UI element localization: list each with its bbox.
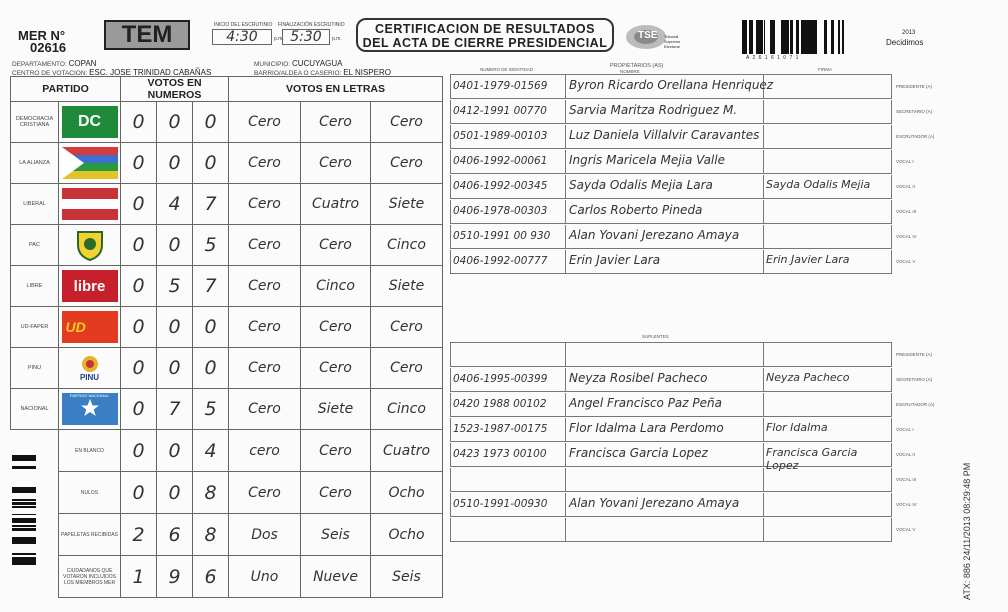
member-row bbox=[450, 125, 892, 149]
end-label: FINALIZACIÓN ESCRUTINIO bbox=[278, 22, 345, 28]
summary-digit: 6 bbox=[193, 556, 229, 598]
summary-digit: 0 bbox=[121, 430, 157, 472]
year: 2013 bbox=[902, 30, 916, 36]
member-id: 0501-1989-00103 bbox=[453, 130, 548, 142]
member-name: Ingris Maricela Mejia Valle bbox=[569, 153, 725, 167]
member-id: 0412-1991 00770 bbox=[453, 105, 547, 117]
departamento-label: DEPARTAMENTO: bbox=[12, 61, 67, 68]
vote-word: Cero bbox=[229, 102, 301, 143]
col-divider bbox=[763, 493, 764, 516]
col-divider bbox=[763, 468, 764, 491]
liberal-flag-icon bbox=[62, 188, 118, 220]
tem-box: TEM bbox=[104, 20, 190, 50]
vote-digit: 0 bbox=[157, 102, 193, 143]
summary-label: EN BLANCO bbox=[59, 430, 121, 472]
year-tag: Decidimos bbox=[886, 38, 924, 47]
summary-digit: 8 bbox=[193, 472, 229, 514]
member-role: PRESIDENTE (A) bbox=[896, 352, 933, 357]
vote-word: Cero bbox=[229, 143, 301, 184]
party-row bbox=[11, 389, 443, 430]
col-divider bbox=[565, 518, 566, 541]
vote-digit: 0 bbox=[193, 307, 229, 348]
vote-digit: 0 bbox=[193, 348, 229, 389]
party-name: DEMOCRACIA CRISTIANA bbox=[11, 102, 59, 143]
party-row bbox=[11, 143, 443, 184]
municipio bbox=[254, 59, 342, 68]
member-name: Flor Idalma Lara Perdomo bbox=[569, 421, 724, 435]
member-name: Luz Daniela Villalvir Caravantes bbox=[569, 128, 760, 142]
vote-word: Cero bbox=[371, 102, 443, 143]
member-row bbox=[450, 443, 892, 472]
member-id: 1523-1987-00175 bbox=[453, 423, 548, 435]
mer-label bbox=[18, 30, 66, 54]
member-name: Francisca Garcia Lopez bbox=[569, 446, 708, 460]
summary-digit: 8 bbox=[193, 514, 229, 556]
vote-digit: 0 bbox=[121, 184, 157, 225]
member-name: Byron Ricardo Orellana Henriquez bbox=[569, 78, 774, 92]
votes-table bbox=[10, 76, 443, 598]
vote-digit: 0 bbox=[157, 307, 193, 348]
summary-word: Ocho bbox=[371, 514, 443, 556]
party-logo bbox=[59, 266, 121, 307]
barcode-left bbox=[12, 455, 44, 565]
summary-row bbox=[11, 472, 443, 514]
member-name: Angel Francisco Paz Peña bbox=[569, 396, 722, 410]
member-signature: Erin Javier Lara bbox=[766, 253, 850, 266]
vote-word: Cero bbox=[301, 143, 371, 184]
vote-digit: 0 bbox=[121, 102, 157, 143]
pac-shield-icon bbox=[62, 229, 118, 261]
vote-digit: 0 bbox=[157, 225, 193, 266]
party-row bbox=[11, 225, 443, 266]
col-sign-header: FIRMA bbox=[818, 67, 832, 72]
col-divider bbox=[565, 368, 566, 391]
member-role: ESCRUTADOR (A) bbox=[896, 402, 935, 407]
start-label: INICIO DEL ESCRUTINIO bbox=[214, 22, 273, 28]
end-time: 5:30 bbox=[282, 29, 330, 45]
barcode-number: A 2 6 1 6 1 0 7 1 bbox=[746, 55, 800, 61]
vote-word: Siete bbox=[371, 184, 443, 225]
vote-digit: 0 bbox=[157, 348, 193, 389]
party-name: LIBRE bbox=[11, 266, 59, 307]
vote-word: Cero bbox=[229, 348, 301, 389]
col-name-sub: NOMBRE bbox=[620, 69, 640, 74]
departamento-value: COPAN bbox=[68, 59, 97, 68]
col-divider bbox=[565, 150, 566, 173]
party-logo bbox=[59, 102, 121, 143]
member-id: 0406-1978-00303 bbox=[453, 205, 548, 217]
member-row bbox=[450, 368, 892, 392]
col-letras: VOTOS EN LETRAS bbox=[229, 77, 443, 102]
vote-word: Cero bbox=[229, 389, 301, 430]
vote-digit: 0 bbox=[193, 102, 229, 143]
summary-row bbox=[11, 556, 443, 598]
vote-word: Cero bbox=[301, 225, 371, 266]
party-row bbox=[11, 348, 443, 389]
nacional-label: PARTIDO NACIONAL bbox=[70, 393, 109, 398]
summary-digit: 0 bbox=[157, 430, 193, 472]
member-id: 0510-1991 00 930 bbox=[453, 230, 551, 242]
vote-digit: 0 bbox=[121, 389, 157, 430]
vote-digit: 4 bbox=[157, 184, 193, 225]
vote-word: Cero bbox=[301, 102, 371, 143]
vote-word: Cinco bbox=[371, 225, 443, 266]
member-row bbox=[450, 75, 892, 99]
vote-word: Siete bbox=[301, 389, 371, 430]
vote-digit: 0 bbox=[193, 143, 229, 184]
member-role: VOCAL III bbox=[896, 209, 917, 214]
tse-label: TSE bbox=[638, 30, 658, 41]
party-logo bbox=[59, 348, 121, 389]
member-id: 0406-1992-00061 bbox=[453, 155, 548, 167]
party-logo bbox=[59, 225, 121, 266]
vote-word: Cero bbox=[371, 307, 443, 348]
member-signature: Sayda Odalis Mejia bbox=[766, 178, 871, 191]
pm-label-2: p.m. bbox=[332, 36, 342, 42]
member-row bbox=[450, 100, 892, 124]
summary-label: NULOS bbox=[59, 472, 121, 514]
summary-digit: 6 bbox=[157, 514, 193, 556]
alianza-flag-icon bbox=[62, 147, 118, 179]
col-divider bbox=[763, 368, 764, 391]
col-divider bbox=[763, 518, 764, 541]
member-role: VOCAL III bbox=[896, 477, 917, 482]
member-role: VOCAL I bbox=[896, 159, 914, 164]
summary-word: cero bbox=[229, 430, 301, 472]
vote-word: Cuatro bbox=[301, 184, 371, 225]
summary-digit: 1 bbox=[121, 556, 157, 598]
member-name: Erin Javier Lara bbox=[569, 253, 661, 267]
summary-digit: 9 bbox=[157, 556, 193, 598]
member-id: 0423 1973 00100 bbox=[453, 448, 547, 460]
vote-word: Cero bbox=[229, 266, 301, 307]
summary-word: Ocho bbox=[371, 472, 443, 514]
col-divider bbox=[763, 418, 764, 441]
col-divider bbox=[565, 443, 566, 466]
col-divider bbox=[565, 125, 566, 148]
col-divider bbox=[763, 125, 764, 148]
member-row bbox=[450, 250, 892, 274]
col-divider bbox=[763, 393, 764, 416]
vote-word: Siete bbox=[371, 266, 443, 307]
member-row bbox=[450, 393, 892, 417]
col-divider bbox=[565, 225, 566, 248]
col-divider bbox=[763, 443, 764, 466]
member-id: 0510-1991-00930 bbox=[453, 498, 548, 510]
vote-digit: 0 bbox=[157, 143, 193, 184]
col-divider bbox=[565, 468, 566, 491]
member-signature: Neyza Pacheco bbox=[766, 371, 850, 384]
tse-sub: Tribunal Supremo Electoral bbox=[664, 34, 681, 49]
member-row bbox=[450, 468, 892, 492]
vote-word: Cero bbox=[301, 307, 371, 348]
party-logo bbox=[59, 143, 121, 184]
col-divider bbox=[565, 175, 566, 198]
summary-digit: 0 bbox=[157, 472, 193, 514]
summary-label: CIUDADANOS QUE VOTARON INCLUIDOS LOS MIEMBROS MER bbox=[59, 556, 121, 598]
vote-digit: 0 bbox=[121, 348, 157, 389]
pinu-logo bbox=[62, 352, 118, 384]
summary-digit: 4 bbox=[193, 430, 229, 472]
col-divider bbox=[763, 150, 764, 173]
vote-word: Cero bbox=[229, 307, 301, 348]
municipio-value: CUCUYAGUA bbox=[291, 59, 343, 68]
col-divider bbox=[565, 343, 566, 366]
party-logo bbox=[59, 307, 121, 348]
municipio-label: MUNICIPIO: bbox=[254, 61, 291, 68]
summary-word: Seis bbox=[301, 514, 371, 556]
member-role: PRESIDENTE (A) bbox=[896, 84, 933, 89]
member-signature: Flor Idalma bbox=[766, 421, 828, 434]
member-id: 0406-1995-00399 bbox=[453, 373, 548, 385]
col-divider bbox=[565, 393, 566, 416]
col-divider bbox=[565, 200, 566, 223]
col-divider bbox=[565, 250, 566, 273]
col-id-header: NUMERO DE IDENTIDAD bbox=[480, 67, 534, 72]
member-row bbox=[450, 225, 892, 249]
col-divider bbox=[763, 200, 764, 223]
vote-digit: 7 bbox=[193, 184, 229, 225]
pinu-emblem-icon bbox=[81, 355, 99, 373]
vote-digit: 0 bbox=[121, 143, 157, 184]
summary-digit: 2 bbox=[121, 514, 157, 556]
member-role: VOCAL II bbox=[896, 452, 915, 457]
summary-word: Cero bbox=[301, 472, 371, 514]
suplentes-label: SUPLENTES bbox=[642, 334, 669, 339]
summary-row bbox=[11, 430, 443, 472]
member-row bbox=[450, 493, 892, 517]
col-divider bbox=[763, 343, 764, 366]
party-name: UD-FAPER bbox=[11, 307, 59, 348]
vote-word: Cero bbox=[371, 143, 443, 184]
summary-row bbox=[11, 514, 443, 556]
vote-word: Cero bbox=[229, 184, 301, 225]
side-stamp: ATX: 886 24/11/2013 08:29:48 PM bbox=[962, 462, 972, 600]
member-row bbox=[450, 518, 892, 542]
member-name: Sayda Odalis Mejia Lara bbox=[569, 178, 713, 192]
summary-word: Cero bbox=[301, 430, 371, 472]
vote-digit: 5 bbox=[193, 225, 229, 266]
member-name: Neyza Rosibel Pacheco bbox=[569, 371, 708, 385]
barcode-top bbox=[742, 20, 850, 54]
member-row bbox=[450, 343, 892, 367]
member-id: 0406-1992-00345 bbox=[453, 180, 548, 192]
party-name: NACIONAL bbox=[11, 389, 59, 430]
member-role: VOCAL V bbox=[896, 527, 916, 532]
vote-digit: 0 bbox=[121, 307, 157, 348]
summary-label: PAPELETAS RECIBIDAS bbox=[59, 514, 121, 556]
summary-word: Uno bbox=[229, 556, 301, 598]
party-name: PAC bbox=[11, 225, 59, 266]
party-logo bbox=[59, 389, 121, 430]
member-id: 0401-1979-01569 bbox=[453, 80, 548, 92]
pm-label-1: p.m. bbox=[274, 36, 284, 42]
vote-word: Cinco bbox=[371, 389, 443, 430]
member-role: VOCAL IV bbox=[896, 502, 917, 507]
member-name: Sarvia Maritza Rodriguez M. bbox=[569, 103, 738, 117]
certification-title bbox=[356, 18, 614, 52]
member-role: VOCAL II bbox=[896, 184, 915, 189]
col-divider bbox=[763, 175, 764, 198]
party-name: LIBERAL bbox=[11, 184, 59, 225]
vote-digit: 5 bbox=[157, 266, 193, 307]
vote-word: Cero bbox=[371, 348, 443, 389]
member-role: ESCRUTADOR (A) bbox=[896, 134, 935, 139]
member-name: Carlos Roberto Pineda bbox=[569, 203, 703, 217]
summary-digit: 0 bbox=[121, 472, 157, 514]
summary-word: Cuatro bbox=[371, 430, 443, 472]
vote-digit: 7 bbox=[157, 389, 193, 430]
party-row bbox=[11, 307, 443, 348]
summary-word: Cero bbox=[229, 472, 301, 514]
party-row bbox=[11, 184, 443, 225]
mer-label-text: MER N° bbox=[18, 28, 66, 43]
member-role: SECRETARIO (A) bbox=[896, 109, 933, 114]
member-name: Alan Yovani Jerezano Amaya bbox=[569, 496, 740, 510]
col-numeros: VOTOS EN NUMEROS bbox=[121, 77, 229, 102]
member-row bbox=[450, 150, 892, 174]
summary-word: Dos bbox=[229, 514, 301, 556]
member-row bbox=[450, 175, 892, 199]
party-row bbox=[11, 102, 443, 143]
member-signature: Francisca Garcia Lopez bbox=[766, 446, 858, 472]
vote-digit: 0 bbox=[121, 225, 157, 266]
nacional-logo bbox=[62, 393, 118, 425]
summary-word: Seis bbox=[371, 556, 443, 598]
dc-logo: DC bbox=[62, 106, 118, 138]
col-divider bbox=[565, 100, 566, 123]
pinu-label: PINU bbox=[79, 372, 100, 382]
vote-digit: 7 bbox=[193, 266, 229, 307]
col-name-header: PROPIETARIOS (AS) bbox=[610, 63, 664, 69]
party-name: PINU bbox=[11, 348, 59, 389]
member-role: VOCAL V bbox=[896, 259, 916, 264]
party-row bbox=[11, 266, 443, 307]
ud-logo: UD bbox=[62, 311, 118, 343]
col-divider bbox=[565, 75, 566, 98]
member-role: SECRETARIO (A) bbox=[896, 377, 933, 382]
member-name: Alan Yovani Jerezano Amaya bbox=[569, 228, 740, 242]
member-row bbox=[450, 418, 892, 442]
vote-word: Cero bbox=[229, 225, 301, 266]
vote-digit: 5 bbox=[193, 389, 229, 430]
col-divider bbox=[763, 250, 764, 273]
summary-word: Nueve bbox=[301, 556, 371, 598]
vote-word: Cero bbox=[301, 348, 371, 389]
member-role: VOCAL IV bbox=[896, 234, 917, 239]
col-partido: PARTIDO bbox=[11, 77, 121, 102]
barrio-label: BARRIO/ALDEA O CASERIO: bbox=[254, 70, 342, 77]
barrio-value: EL NISPERO bbox=[343, 68, 391, 77]
star-icon bbox=[80, 398, 100, 418]
member-id: 0420 1988 00102 bbox=[453, 398, 547, 410]
title-line-1: CERTIFICACION DE RESULTADOS bbox=[375, 22, 595, 36]
start-time: 4:30 bbox=[212, 29, 272, 45]
col-divider bbox=[763, 225, 764, 248]
member-id: 0406-1992-00777 bbox=[453, 255, 548, 267]
col-divider bbox=[763, 100, 764, 123]
vote-word: Cinco bbox=[301, 266, 371, 307]
title-line-2: DEL ACTA DE CIERRE PRESIDENCIAL bbox=[362, 36, 608, 50]
col-divider bbox=[565, 418, 566, 441]
party-logo bbox=[59, 184, 121, 225]
libre-logo: libre bbox=[62, 270, 118, 302]
centro-value: ESC. JOSE TRINIDAD CABAÑAS bbox=[89, 68, 212, 77]
tse-logo bbox=[624, 22, 682, 52]
mer-number: 02616 bbox=[30, 40, 67, 55]
vote-digit: 0 bbox=[121, 266, 157, 307]
centro-label: CENTRO DE VOTACION: bbox=[12, 70, 88, 77]
member-row bbox=[450, 200, 892, 224]
member-role: VOCAL I bbox=[896, 427, 914, 432]
col-divider bbox=[565, 493, 566, 516]
departamento bbox=[12, 59, 96, 68]
party-name: LA ALIANZA bbox=[11, 143, 59, 184]
